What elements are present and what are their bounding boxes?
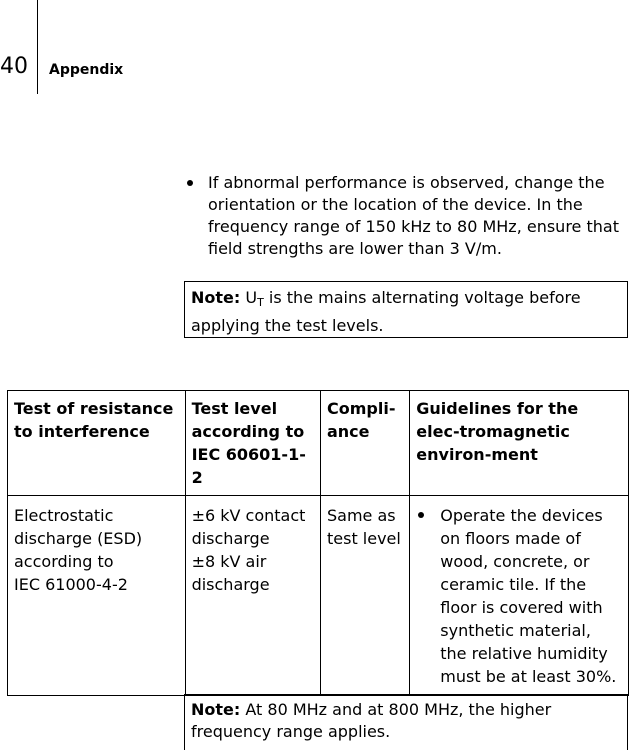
header-divider [37, 0, 38, 94]
cell-level [185, 496, 320, 696]
guideline-bullet [416, 504, 622, 688]
table-header-row [8, 391, 629, 496]
cell-line: Electrostatic [14, 506, 114, 525]
cell-line: discharge [191, 575, 270, 594]
section-title: Appendix [49, 62, 124, 78]
header-guidelines: Guidelines for the elec-tromagnetic environ-ment [410, 391, 629, 496]
note-box-frequency [184, 694, 628, 750]
bullet-text: If abnormal performance is observed, change the orientation or the location of the device. In the frequency range of 150 kHz to 80 MHz, ensure that field strengths are lower than 3 V/m. [208, 173, 619, 258]
cell-compliance [320, 496, 409, 696]
note-label: Note: [191, 288, 241, 307]
header-test-level: Test level according to IEC 60601-1-2 [185, 391, 320, 496]
cell-line: discharge [191, 529, 270, 548]
cell-line: IEC 61000-4-2 [14, 575, 128, 594]
bullet-paragraph [185, 172, 629, 260]
header-compliance: Compli-ance [320, 391, 409, 496]
note-box-voltage [184, 281, 628, 338]
cell-line: ±6 kV contact [191, 506, 306, 525]
note-label: Note: [191, 700, 241, 719]
table-row [8, 496, 629, 696]
cell-line: ±8 kV air [191, 552, 267, 571]
page-number: 40 [0, 54, 28, 79]
header-test-resistance: Test of resistance to interference [8, 391, 186, 496]
cell-line: discharge (ESD) [14, 529, 143, 548]
bullet-dot-icon [418, 512, 424, 518]
cell-test [8, 496, 186, 696]
note-text: is the mains alternating voltage before applying the test levels. [191, 288, 581, 335]
cell-guidelines [410, 496, 629, 696]
emc-immunity-table [7, 390, 629, 696]
cell-line: Same as [326, 506, 396, 525]
bullet-item [185, 172, 629, 260]
bullet-dot-icon [187, 180, 193, 186]
note-text: At 80 MHz and at 800 MHz, the higher frequency range applies. [191, 700, 552, 741]
cell-line: according to [14, 552, 114, 571]
cell-line: test level [326, 529, 401, 548]
voltage-symbol: $U_T$ [245, 288, 264, 309]
guideline-text: Operate the devices on floors made of wood, concrete, or ceramic tile. If the floor is covered with synthetic material, the relative humidity must be at least 30%. [440, 506, 617, 686]
